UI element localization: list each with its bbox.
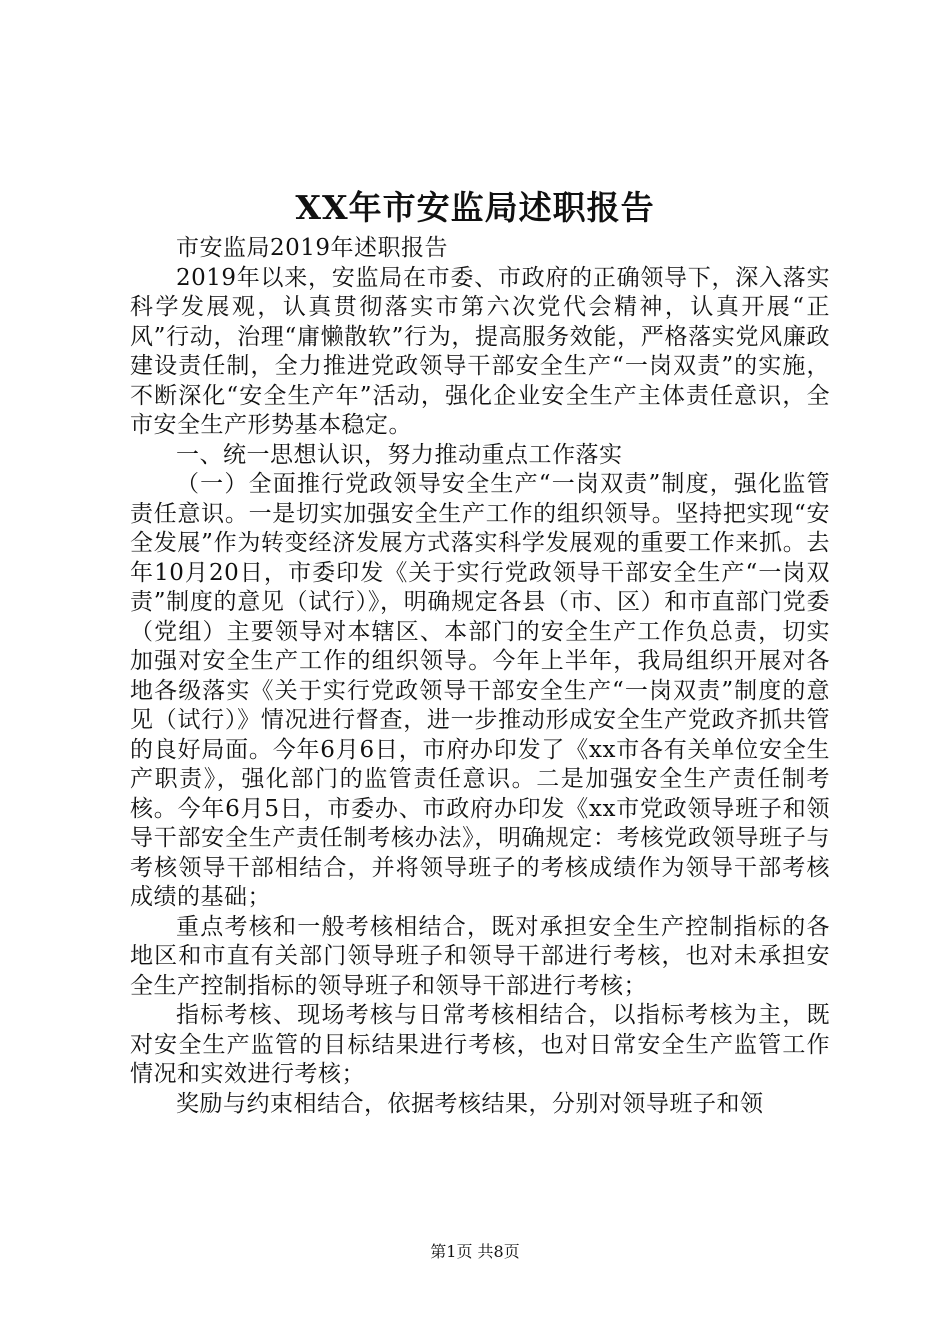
section-heading: 一、统一思想认识，努力推动重点工作落实	[176, 441, 623, 468]
document-title: XX年市安监局述职报告	[295, 188, 655, 227]
paragraph: 市安监局2019年述职报告	[176, 235, 449, 261]
document-body	[130, 234, 830, 1119]
paragraph: 奖励与约束相结合，依据考核结果，分别对领导班子和领	[176, 1090, 764, 1117]
paragraph: 2019年以来，安监局在市委、市政府的正确领导下，深入落实科学发展观，认真贯彻落实市第六次党代会精神，认真开展“正风”行动，治理“庸懒散软”行为，提高服务效能，严格落实党风廉政建设责任制，全力推进党政领导干部安全生产“一岗双责”的实施，不断深化“安全生产年”活动，强化企业安全生产主体责任意识，全市安全生产形势基本稳定。	[130, 264, 830, 438]
paragraph: 重点考核和一般考核相结合，既对承担安全生产控制指标的各地区和市直有关部门领导班子和领导干部进行考核，也对未承担安全生产控制指标的领导班子和领导干部进行考核；	[130, 913, 830, 999]
page-footer: 第1页 共8页	[430, 1242, 520, 1261]
paragraph: 指标考核、现场考核与日常考核相结合，以指标考核为主，既对安全生产监管的目标结果进行考核，也对日常安全生产监管工作情况和实效进行考核；	[130, 1002, 830, 1087]
paragraph: （一）全面推行党政领导安全生产“一岗双责”制度，强化监管责任意识。一是切实加强安全生产工作的组织领导。坚持把实现“安全发展”作为转变经济发展方式落实科学发展观的重要工作来抓。去年10月20日，市委印发《关于实行党政领导干部安全生产“一岗双责”制度的意见（试行）》，明确规定各县（市、区）和市直部门党委（党组）主要领导对本辖区、本部门的安全生产工作负总责，切实加强对安全生产工作的组织领导。今年上半年，我局组织开展对各地各级落实《关于实行党政领导干部安全生产“一岗双责”制度的意见（试行）》情况进行督查，进一步推动形成安全生产党政齐抓共管的良好局面。今年6月6日，市府办印发了《xx市各有关单位安全生产职责》，强化部门的监管责任意识。二是加强安全生产责任制考核。今年6月5日，市委办、市政府办印发《xx市党政领导班子和领导干部安全生产责任制考核办法》，明确规定：考核党政领导班子与考核领导干部相结合，并将领导班子的考核成绩作为领导干部考核成绩的基础；	[130, 471, 830, 910]
